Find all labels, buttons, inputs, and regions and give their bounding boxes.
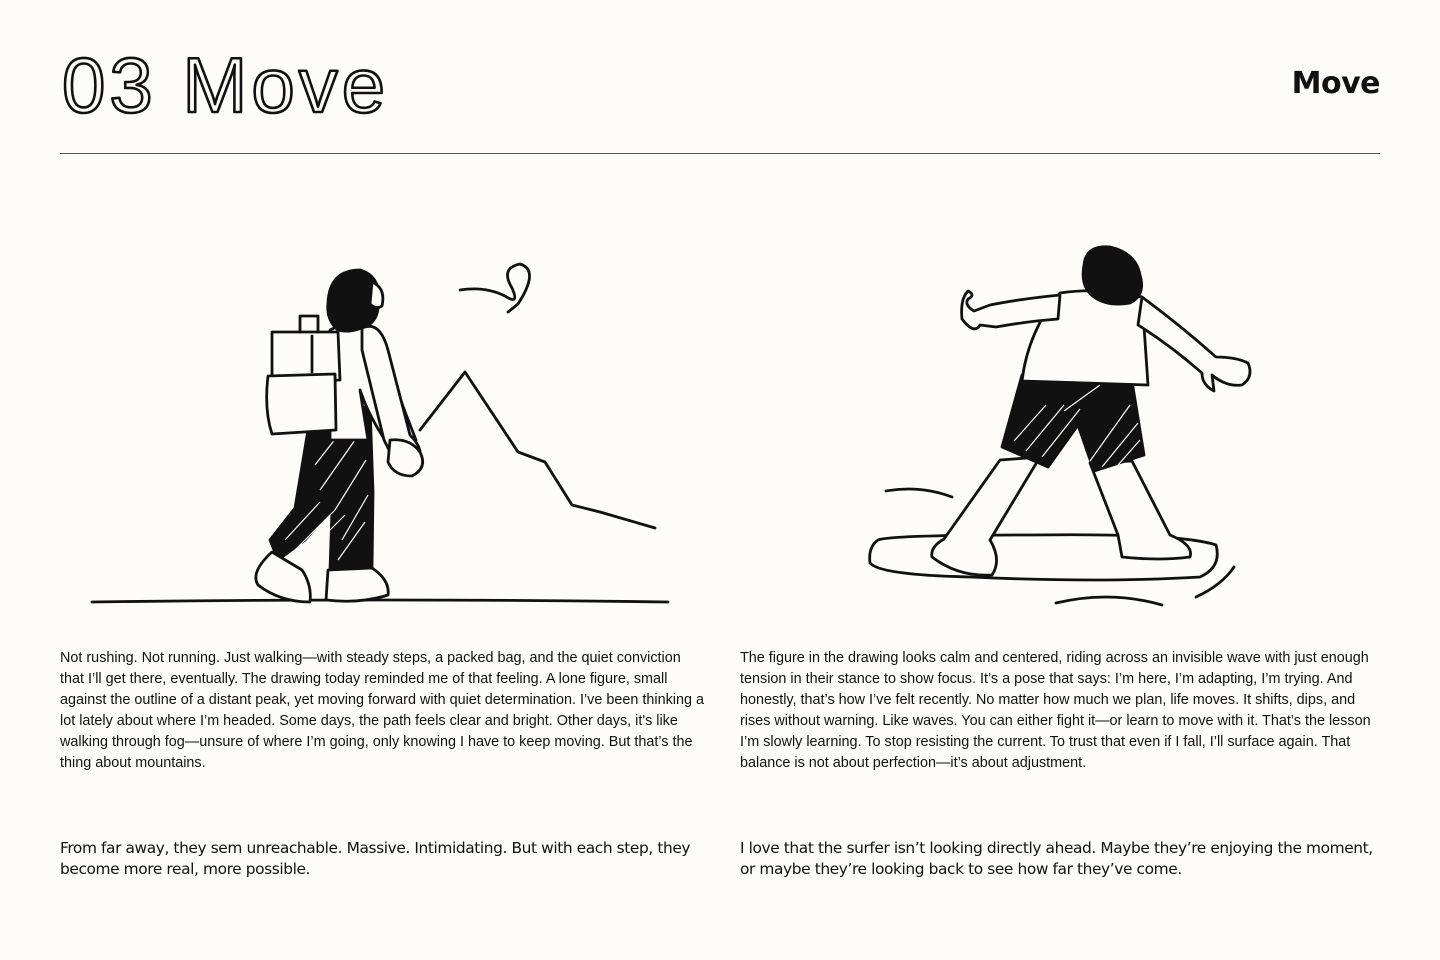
hiker-with-mountain-icon: [80, 240, 680, 620]
section-label: Move: [1291, 66, 1380, 101]
left-quote: From far away, they sem unreachable. Massive. Intimidating. But with each step, they become more real, more possible.: [60, 839, 691, 878]
header-divider: [60, 153, 1380, 154]
surfer-on-board-icon: [850, 235, 1270, 615]
right-quote: I love that the surfer isn’t looking directly ahead. Maybe they’re enjoying the moment, or maybe they’re looking back to see how far they’ve come.: [740, 839, 1373, 878]
page-title: [60, 40, 460, 136]
right-body-paragraph: The figure in the drawing looks calm and centered, riding across an invisible wave with just enough tension in their stance to show focus. It’s a pose that says: I’m here, I’m adapting, I’m trying. And honestly, that’s how I’ve felt recently. No matter how much we plan, life moves. It shifts, dips, and rises without warning. Like waves. You can either fight it—or learn to move with it. That’s the lesson I’m slowly learning. To stop resisting the current. To trust that even if I fall, I’ll surface again. That balance is not about perfection—it’s about adjustment.: [740, 650, 1371, 771]
page-title-text: 03 Move: [62, 41, 390, 129]
left-body-paragraph: Not rushing. Not running. Just walking—with steady steps, a packed bag, and the quiet conviction that I’ll get there, eventually. The drawing today reminded me of that feeling. A lone figure, small against the outline of a distant peak, yet moving forward with quiet determination. I’ve been thinking a lot lately about where I’m headed. Some days, the path feels clear and bright. Other days, it's like walking through fog—unsure of where I’m going, only knowing I have to keep moving. But that’s the thing about mountains.: [60, 650, 704, 771]
